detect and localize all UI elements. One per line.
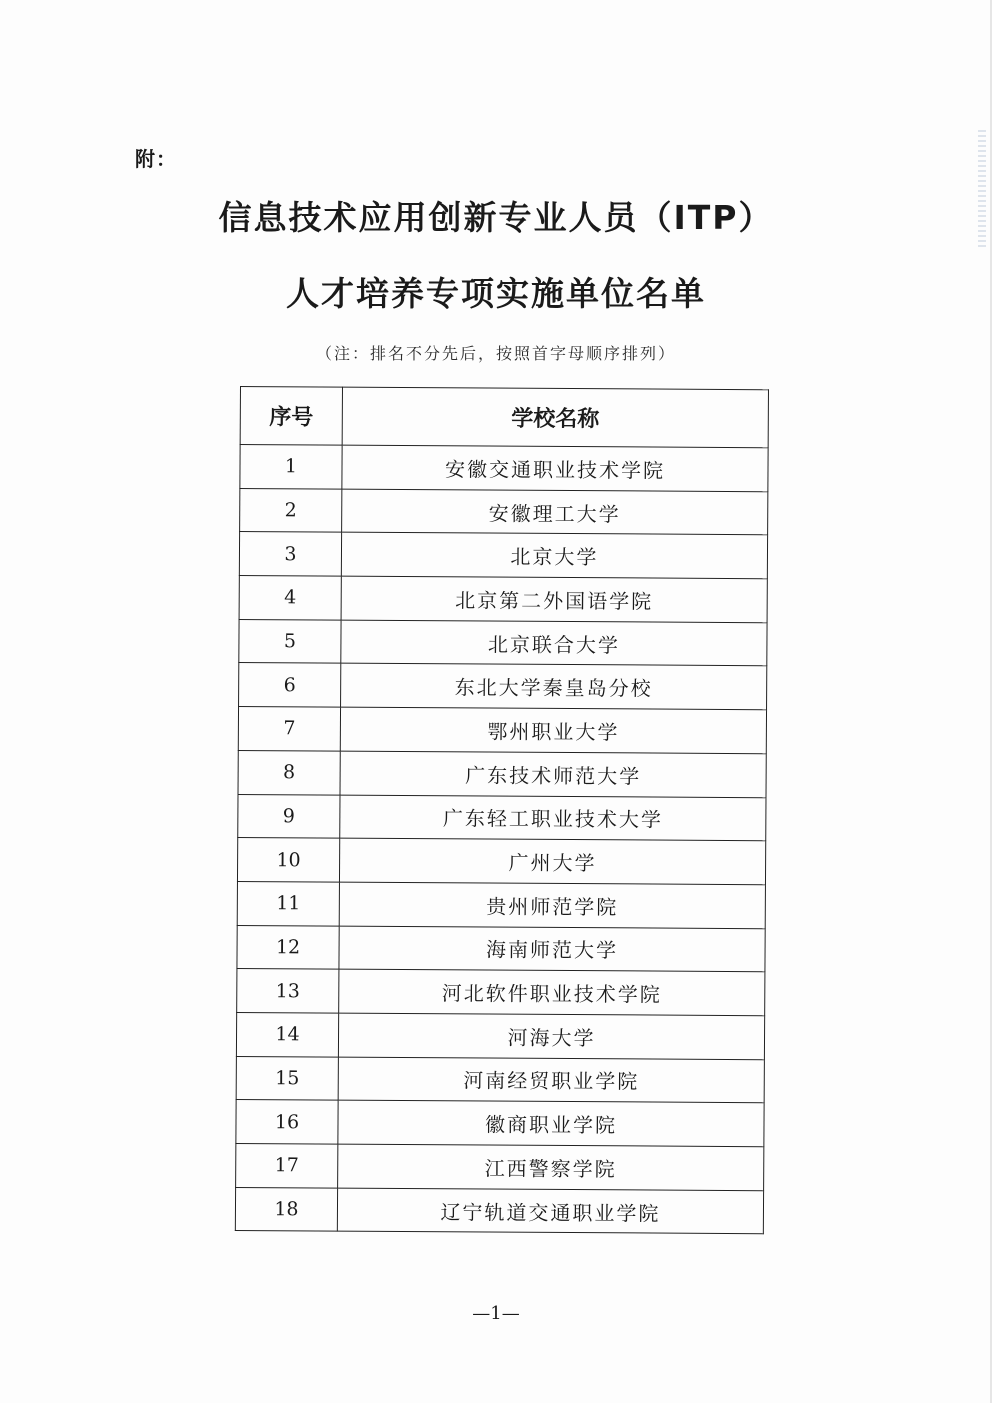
row-index: 5 (239, 619, 341, 663)
row-school-name: 鄂州职业大学 (340, 707, 766, 753)
row-school-name: 东北大学秦皇岛分校 (341, 664, 767, 710)
row-school-name: 广东轻工职业技术大学 (340, 795, 766, 841)
row-school-name: 海南师范大学 (339, 926, 765, 972)
table-row (236, 1143, 764, 1190)
row-index: 12 (237, 925, 339, 969)
row-school-name: 江西警察学院 (338, 1144, 764, 1190)
row-index: 14 (236, 1012, 338, 1056)
ordering-note: （注：排名不分先后，按照首字母顺序排列） (315, 344, 676, 363)
table-row (239, 532, 767, 579)
row-school-name: 广东技术师范大学 (340, 751, 766, 797)
table-row (238, 707, 766, 754)
row-school-name: 辽宁轨道交通职业学院 (337, 1188, 763, 1234)
attachment-label: 附： (135, 147, 177, 171)
row-index: 8 (238, 750, 340, 794)
row-index: 3 (239, 532, 341, 576)
table-row (236, 1100, 764, 1147)
row-index: 9 (238, 794, 340, 838)
table-row (240, 445, 768, 492)
row-index: 18 (235, 1187, 337, 1231)
row-school-name: 安徽理工大学 (342, 489, 768, 535)
header-school-name: 学校名称 (342, 387, 768, 448)
title-line-2: 人才培养专项实施单位名单 (286, 274, 706, 313)
table-row (239, 663, 767, 710)
table-row (237, 838, 765, 885)
row-index: 4 (239, 576, 341, 620)
table-row (236, 1056, 764, 1103)
table-row (238, 794, 766, 841)
row-school-name: 贵州师范学院 (339, 882, 765, 928)
row-school-name: 河海大学 (338, 1013, 764, 1059)
row-index: 7 (238, 707, 340, 751)
table-row (239, 619, 767, 666)
row-index: 13 (237, 969, 339, 1013)
row-index: 11 (237, 881, 339, 925)
institution-table (235, 386, 768, 1235)
row-school-name: 北京联合大学 (341, 620, 767, 666)
table-row (237, 881, 765, 928)
row-school-name: 河南经贸职业学院 (338, 1057, 764, 1103)
row-index: 10 (237, 838, 339, 882)
table-header-row (240, 387, 768, 448)
table-row (238, 750, 766, 797)
table-row (235, 1187, 763, 1234)
row-school-name: 安徽交通职业技术学院 (342, 445, 768, 491)
row-school-name: 广州大学 (339, 838, 765, 884)
row-school-name: 徽商职业学院 (338, 1100, 764, 1146)
row-index: 17 (236, 1143, 338, 1187)
header-index: 序号 (240, 387, 342, 446)
title-line-1: 信息技术应用创新专业人员（ITP） (218, 198, 774, 237)
row-index: 15 (236, 1056, 338, 1100)
page-number: —1— (472, 1303, 520, 1324)
table-row (237, 969, 765, 1016)
row-school-name: 河北软件职业技术学院 (339, 969, 765, 1015)
row-school-name: 北京第二外国语学院 (341, 576, 767, 622)
table-row (236, 1012, 764, 1059)
table-row (239, 576, 767, 623)
row-index: 2 (240, 488, 342, 532)
row-index: 1 (240, 445, 342, 489)
table-row (240, 488, 768, 535)
row-school-name: 北京大学 (341, 532, 767, 578)
row-index: 16 (236, 1100, 338, 1144)
row-index: 6 (239, 663, 341, 707)
table-row (237, 925, 765, 972)
